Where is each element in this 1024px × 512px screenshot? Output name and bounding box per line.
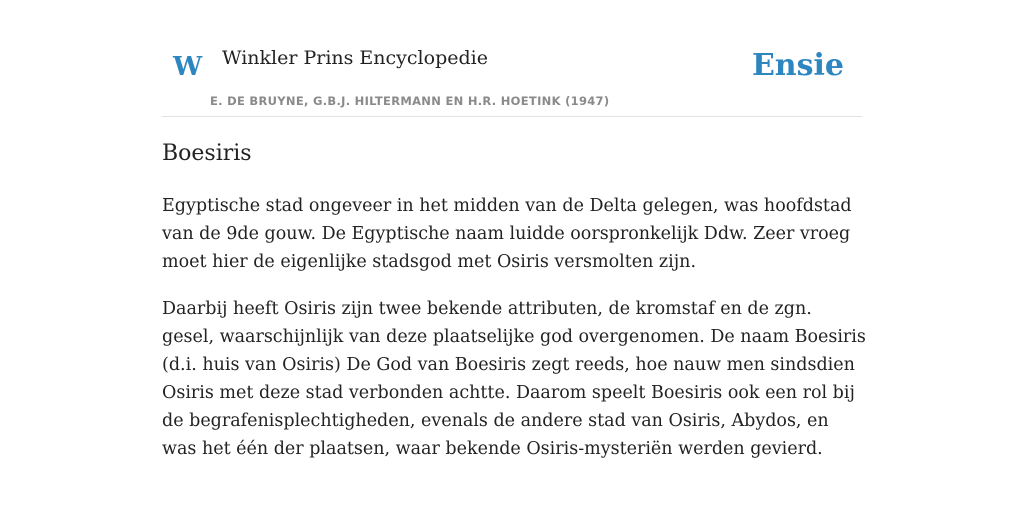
ensie-logo[interactable]: Ensie bbox=[751, 48, 844, 83]
winkler-prins-logo[interactable]: W bbox=[173, 52, 203, 82]
encyclopedia-title[interactable]: Winkler Prins Encyclopedie bbox=[222, 47, 488, 69]
article-paragraph: Egyptische stad ongeveer in het midden van de Delta gelegen, was hoofdstad van de 9de gouw. De Egyptische naam luidde oorspronkelijk Ddw. Zeer vroeg moet hier de eigenlijke stadsgod met Osiris versmolten zijn. bbox=[162, 196, 852, 272]
article-title: Boesiris bbox=[162, 141, 252, 166]
article-paragraph: Daarbij heeft Osiris zijn twee bekende attributen, de kromstaf en de zgn. gesel, waarschijnlijk van deze plaatselijke god overgenomen. De naam Boesiris (d.i. huis van Osiris) De God van Boesiris zegt reeds, hoe nauw men sindsdien Osiris met deze stad verbonden achtte. Daarom speelt Boesiris ook een rol bij de begrafenisplechtigheden, evenals de andere stad van Osiris, Abydos, en was het één der plaatsen, waar bekende Osiris-mysteriën werden gevierd. bbox=[162, 299, 866, 459]
header bbox=[162, 0, 862, 117]
article bbox=[162, 138, 866, 463]
encyclopedia-authors: E. DE BRUYNE, G.B.J. HILTERMANN EN H.R. HOETINK (1947) bbox=[210, 94, 610, 108]
